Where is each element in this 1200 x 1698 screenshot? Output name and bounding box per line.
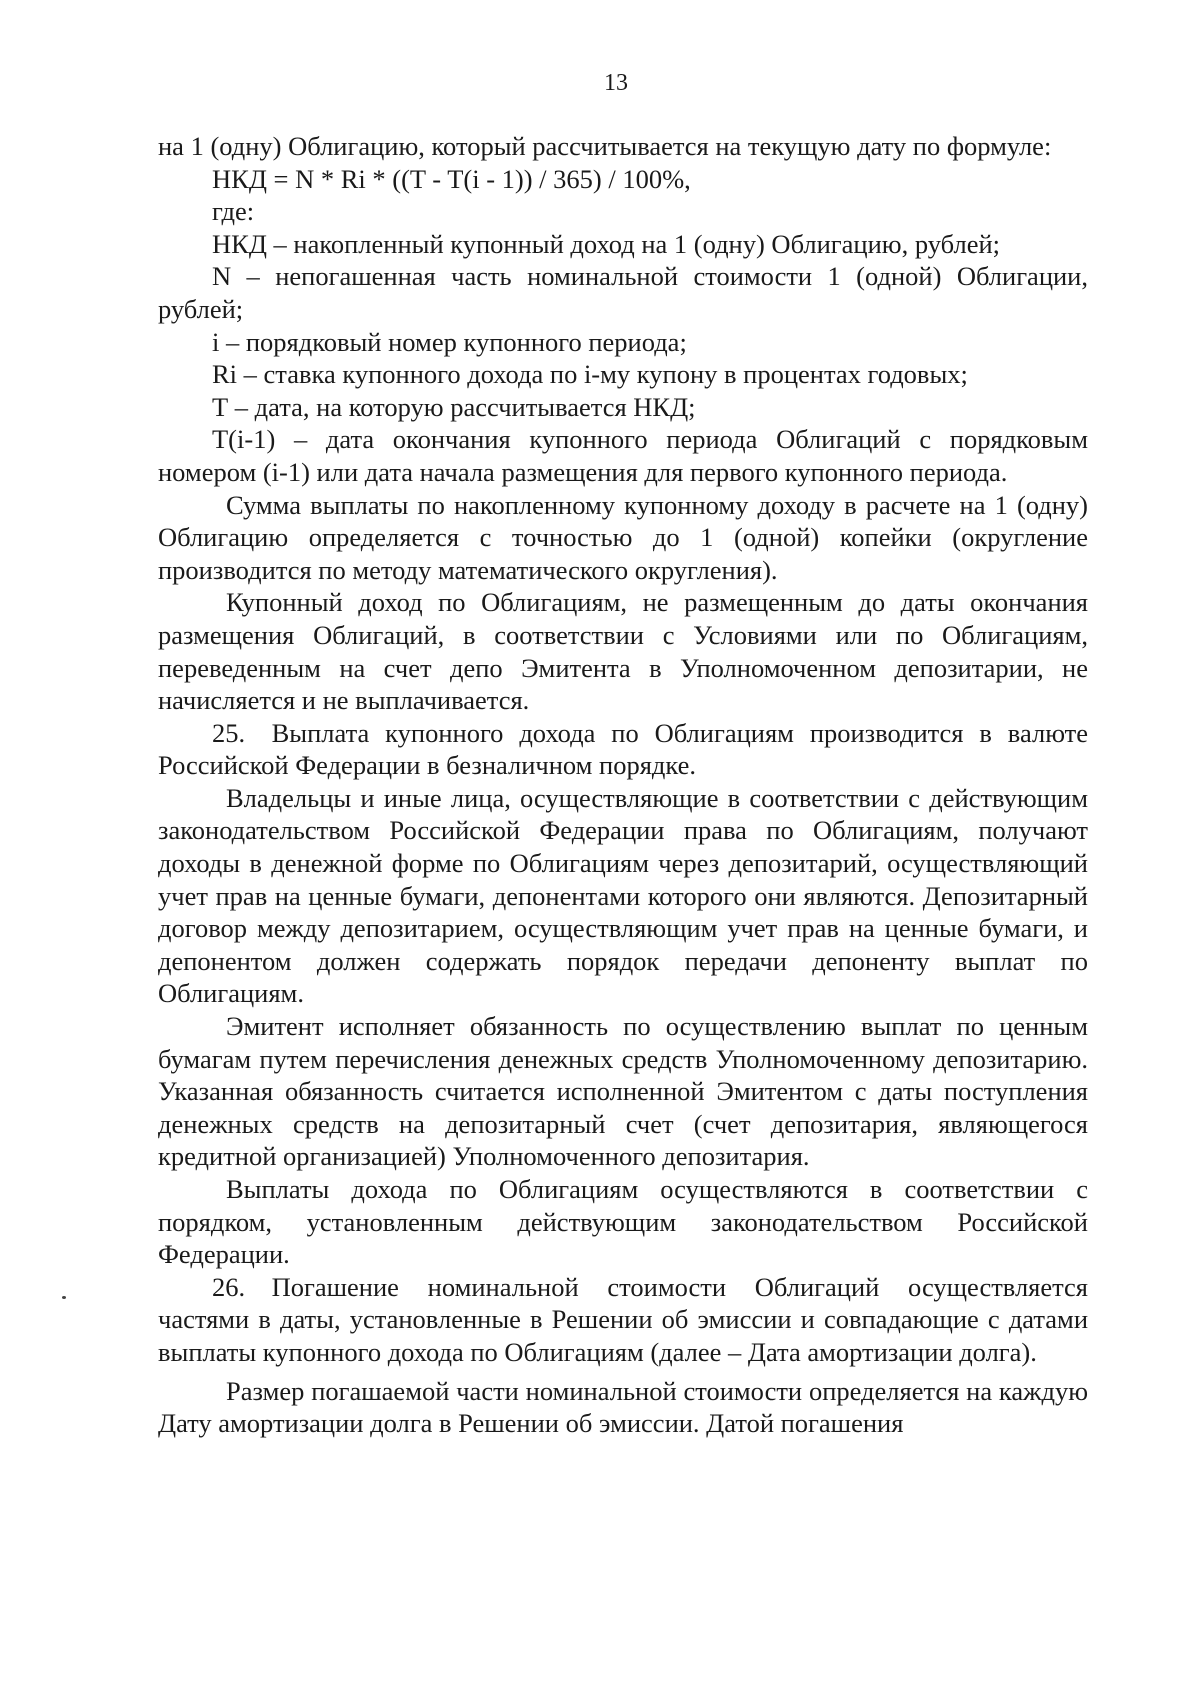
paragraph-26: 26. Погашение номинальной стоимости Облигаций осуществляется частями в даты, установленные в Решении об эмиссии и совпадающие с датами выплаты купонного дохода по Облигациям (далее – Дата амортизации долга). <box>158 1271 1088 1367</box>
formula-intro: на 1 (одну) Облигацию, который рассчитывается на текущую дату по формуле: <box>158 131 1052 161</box>
definition-i: i – порядковый номер купонного периода; <box>212 326 687 357</box>
paragraph-rounding: Сумма выплаты по накопленному купонному доходу в расчете на 1 (одну) Облигацию определяется с точностью до 1 (одной) копейки (округление производится по методу математического округления). <box>158 489 1088 585</box>
definition-t: Т – дата, на которую рассчитывается НКД; <box>212 391 696 422</box>
page-number: 13 <box>604 70 628 96</box>
definition-ri: Ri – ставка купонного дохода по i-му купону в процентах годовых; <box>212 359 968 390</box>
formula-nkd: НКД = N * Ri * ((T - T(i - 1)) / 365) / 100%, <box>212 163 691 194</box>
paragraph-issuer-obligation: Эмитент исполняет обязанность по осуществлению выплат по ценным бумагам путем перечисления денежных средств Уполномоченному депозитарию. Указанная обязанность считается исполненной Эмитентом с даты поступления денежных средств на депозитарный счет (счет депозитария, являющегося кредитной организацией) Уполномоченного депозитария. <box>158 1011 1088 1172</box>
paragraph-redemption-size: Размер погашаемой части номинальной стоимости определяется на каждую Дату амортизации долга в Решении об эмиссии. Датой погашения <box>158 1375 1088 1439</box>
definition-t-i-1: Т(i-1) – дата окончания купонного периода Облигаций с порядковым номером (i-1) или дата начала размещения для первого купонного периода. <box>158 424 1088 487</box>
paragraph-holders: Владельцы и иные лица, осуществляющие в соответствии с действующим законодательством Российской Федерации права по Облигациям, получают доходы в денежной форме по Облигациям через депозитарий, осуществляющий учет прав на ценные бумаги, депонентами которого они являются. Депозитарный договор между депозитарием, осуществляющим учет прав на ценные бумаги, и депонентом должен содержать порядок передачи депоненту выплат по Облигациям. <box>158 782 1088 1009</box>
formula-where: где: <box>212 196 255 227</box>
document-body <box>158 130 1088 1440</box>
definition-nkd: НКД – накопленный купонный доход на 1 (одну) Облигацию, рублей; <box>212 228 1000 259</box>
scan-speck <box>62 1296 66 1299</box>
paragraph-25: 25. Выплата купонного дохода по Облигациям производится в валюте Российской Федерации в безналичном порядке. <box>158 717 1088 781</box>
paragraph-payments-law: Выплаты дохода по Облигациям осуществляются в соответствии с порядком, установленным действующим законодательством Российской Федерации. <box>158 1174 1088 1270</box>
definition-n: N – непогашенная часть номинальной стоимости 1 (одной) Облигации, рублей; <box>158 261 1088 324</box>
paragraph-not-accrued: Купонный доход по Облигациям, не размещенным до даты окончания размещения Облигаций, в соответствии с Условиями или по Облигациям, переведенным на счет депо Эмитента в Уполномоченном депозитарии, не начисляется и не выплачивается. <box>158 587 1088 716</box>
